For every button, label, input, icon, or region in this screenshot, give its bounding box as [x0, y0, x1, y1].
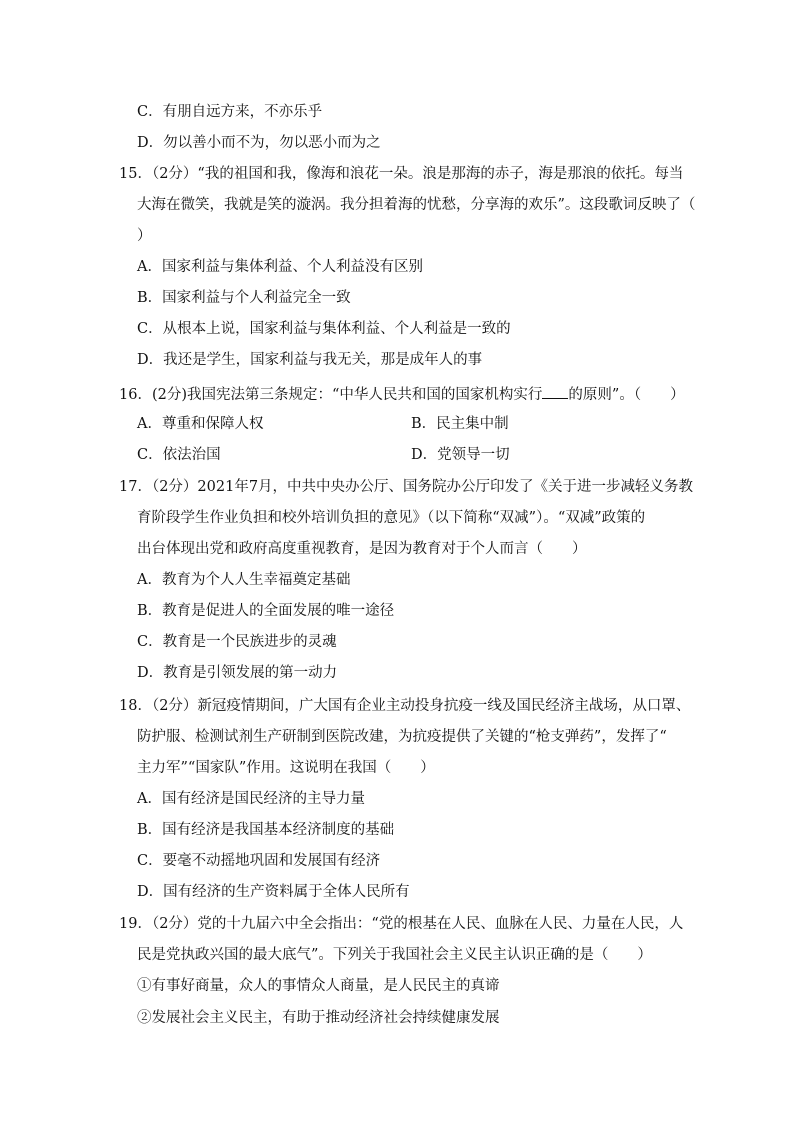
q15-stem-line2: 大海在微笑，我就是笑的漩涡。我分担着海的忧愁，分享海的欢乐”。这段歌词反映了（: [137, 197, 696, 213]
q16-option-c: C．依法治国: [137, 447, 221, 463]
q15-option-d: D．我还是学生，国家利益与我无关，那是成年人的事: [137, 352, 483, 368]
q15-stem-line1: 15．（2分）“我的祖国和我，像海和浪花一朵。浪是那海的赤子，海是那浪的依托。每当: [119, 166, 684, 182]
q19-item-1: ①有事好商量，众人的事情众人商量，是人民民主的真谛: [137, 978, 500, 994]
q15-stem-line3: ）: [137, 228, 152, 244]
q16-option-b: B．民主集中制: [411, 416, 509, 432]
q19-stem-line1: 19．（2分）党的十九届六中全会指出：“党的根基在人民、血脉在人民、力量在人民，人: [119, 916, 684, 932]
q18-stem-line3: 主力军”“国家队”作用。这说明在我国（ ）: [137, 760, 435, 776]
q17-option-c: C．教育是一个民族进步的灵魂: [137, 634, 337, 650]
q18-option-d: D．国有经济的生产资料属于全体人民所有: [137, 884, 410, 900]
q15-option-c: C．从根本上说，国家利益与集体利益、个人利益是一致的: [137, 321, 511, 337]
q17-stem-line1: 17．（2分）2021年7月，中共中央办公厅、国务院办公厅印发了《关于进一步减轻义务教: [119, 479, 694, 495]
q18-option-c: C．要毫不动摇地巩固和发展国有经济: [137, 853, 381, 869]
q16-stem-part1: 16．(2分)我国宪法第三条规定：“中华人民共和国的国家机构实行: [119, 387, 543, 403]
q15-option-a: A．国家利益与集体利益、个人利益没有区别: [137, 259, 423, 275]
q19-stem-line2: 民是党执政兴国的最大底气”。下列关于我国社会主义民主认识正确的是（ ）: [137, 947, 652, 963]
q17-option-b: B．教育是促进人的全面发展的唯一途径: [137, 603, 395, 619]
q16-option-d: D．党领导一切: [411, 447, 510, 463]
q15-option-b: B．国家利益与个人利益完全一致: [137, 290, 351, 306]
q19-item-2: ②发展社会主义民主，有助于推动经济社会持续健康发展: [137, 1010, 500, 1026]
q18-option-b: B．国有经济是我国基本经济制度的基础: [137, 822, 395, 838]
q17-stem-line3: 出台体现出党和政府高度重视教育，是因为教育对于个人而言（ ）: [137, 541, 587, 557]
q14-option-c: C．有朋自远方来，不亦乐乎: [137, 104, 323, 120]
q17-stem-line2: 育阶段学生作业负担和校外培训负担的意见》（以下简称“双减”）。“双减”政策的: [137, 510, 646, 526]
q17-option-d: D．教育是引领发展的第一动力: [137, 665, 338, 681]
q14-option-d: D．勿以善小而不为，勿以恶小而为之: [137, 135, 381, 151]
q16-answer-blank: [542, 384, 568, 399]
q16-option-a: A．尊重和保障人权: [137, 416, 264, 432]
q16-stem-part2: 的原则”。（ ）: [568, 387, 685, 403]
q16-stem: [119, 384, 685, 404]
q18-stem-line1: 18．（2分）新冠疫情期间，广大国有企业主动投身抗疫一线及国民经济主战场，从口罩、: [119, 698, 691, 714]
q17-option-a: A．教育为个人人生幸福奠定基础: [137, 572, 351, 588]
q18-option-a: A．国有经济是国民经济的主导力量: [137, 791, 365, 807]
q18-stem-line2: 防护服、检测试剂生产研制到医院改建，为抗疫提供了关键的“枪支弹药”，发挥了“: [137, 729, 667, 745]
